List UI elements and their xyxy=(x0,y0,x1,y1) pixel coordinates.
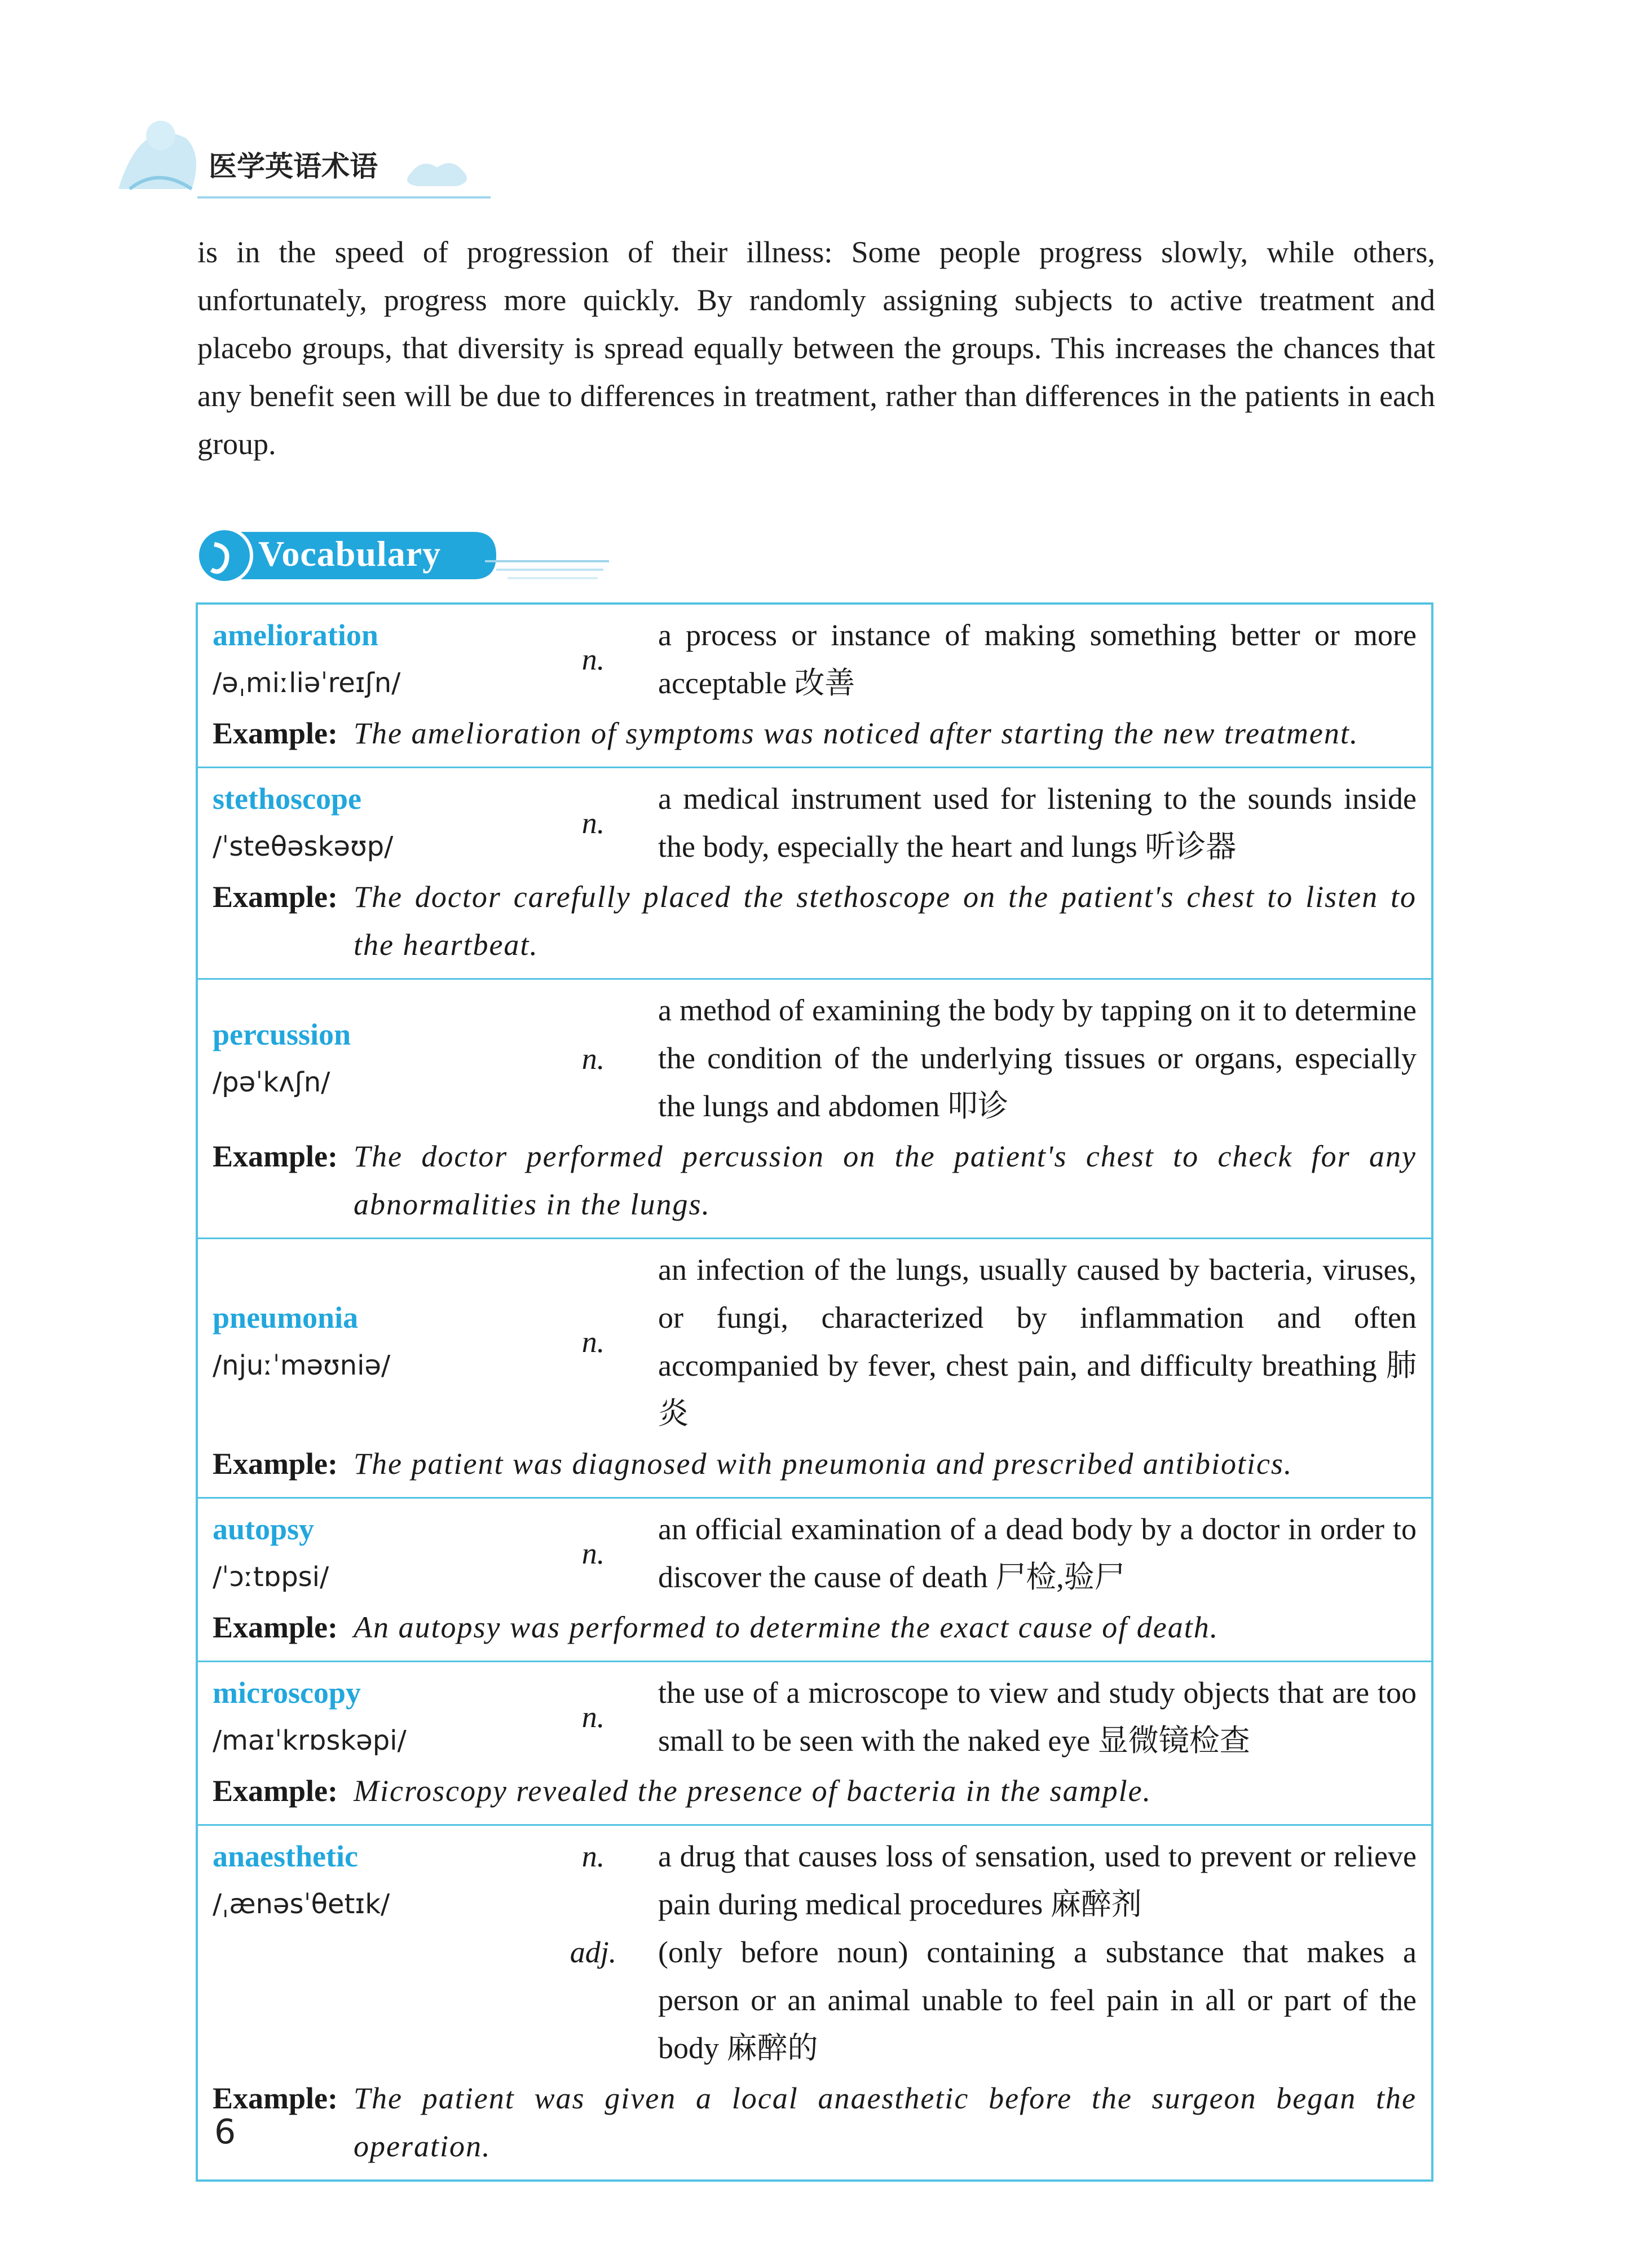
example-label: Example: xyxy=(213,1610,338,1644)
vocab-phonetic: /ˈsteθəskəʊp/ xyxy=(213,831,394,862)
vocabulary-heading xyxy=(192,522,609,589)
vocab-example: The amelioration of symptoms was noticed after starting the new treatment. xyxy=(354,716,1359,750)
vocab-part-of-speech: n. xyxy=(581,1325,605,1359)
vocabulary-title: Vocabulary xyxy=(258,534,442,574)
vocab-part-of-speech: adj. xyxy=(570,1935,617,1969)
vocab-definition: the use of a microscope to view and study objects that are too small to be seen with the naked eye 显微镜检查 xyxy=(658,1676,1417,1758)
vocab-definition: a drug that causes loss of sensation, used to prevent or relieve pain during medical procedures 麻醉剂 xyxy=(658,1839,1417,1921)
vocab-part-of-speech: n. xyxy=(581,1700,605,1734)
vocab-sense xyxy=(528,1928,1417,2072)
vocab-example: The doctor performed percussion on the patient's chest to check for any abnormalities in the lungs. xyxy=(354,1139,1417,1221)
vocabulary-table xyxy=(196,602,1433,2182)
vocab-example: An autopsy was performed to determine the exact cause of death. xyxy=(354,1610,1219,1644)
vocab-word: percussion xyxy=(213,1017,351,1051)
vocab-definition: a medical instrument used for listening to the sounds inside the body, especially the heart and lungs 听诊器 xyxy=(658,782,1417,864)
vocab-phonetic: /ˌænəsˈθetɪk/ xyxy=(213,1888,390,1920)
vocab-phonetic: /ˈɔːtɒpsi/ xyxy=(213,1561,329,1593)
vocab-definition: an infection of the lungs, usually caused by bacteria, viruses, or fungi, characterized by inflammation and often accompanied by fever, chest pain, and difficulty breathing 肺炎 xyxy=(658,1253,1417,1430)
example-label: Example: xyxy=(213,1139,338,1173)
vocab-part-of-speech: n. xyxy=(581,806,605,840)
vocab-definition: an official examination of a dead body by a doctor in order to discover the cause of death 尸检,验尸 xyxy=(658,1512,1417,1594)
vocab-part-of-speech: n. xyxy=(581,642,605,676)
vocab-word: amelioration xyxy=(213,618,378,652)
example-label: Example: xyxy=(213,1447,338,1481)
vocab-entry xyxy=(198,978,1431,1238)
intro-paragraph: is in the speed of progression of their illness: Some people progress slowly, while others, unfortunately, progress more quickly. By randomly assigning subjects to active treatment and placebo groups, that diversity is spread equally between the groups. This increases the chances that any benefit seen will be due to differences in treatment, rather than differences in the patients in each group. xyxy=(197,235,1435,461)
example-label: Example: xyxy=(213,880,338,914)
example-label: Example: xyxy=(213,1774,338,1808)
vocab-entry xyxy=(198,1497,1431,1661)
vocab-entry xyxy=(198,1661,1431,1824)
vocab-word: anaesthetic xyxy=(213,1839,358,1873)
vocab-entry xyxy=(198,1238,1431,1497)
example-label: Example: xyxy=(213,2081,338,2115)
vocab-phonetic: /maɪˈkrɒskəpi/ xyxy=(213,1725,407,1756)
vocab-part-of-speech: n. xyxy=(581,1041,605,1076)
vocab-example: The patient was given a local anaesthetic before the surgeon began the operation. xyxy=(354,2081,1417,2163)
vocab-example: Microscopy revealed the presence of bacteria in the sample. xyxy=(354,1774,1152,1808)
vocab-word: autopsy xyxy=(213,1512,315,1546)
vocab-definition: a process or instance of making something better or more acceptable 改善 xyxy=(658,618,1417,700)
vocab-phonetic: /njuːˈməʊniə/ xyxy=(213,1350,391,1381)
vocab-entry xyxy=(198,605,1431,767)
running-header xyxy=(107,104,491,200)
vocab-entry xyxy=(198,1824,1431,2179)
vocab-definition: a method of examining the body by tapping on it to determine the condition of the underlying tissues or organs, especially the lungs and abdomen 叩诊 xyxy=(658,993,1417,1123)
vocab-word: pneumonia xyxy=(213,1301,359,1335)
vocab-entry xyxy=(198,767,1431,978)
page-number: 6 xyxy=(214,2112,236,2152)
vocab-example: The patient was diagnosed with pneumonia and prescribed antibiotics. xyxy=(354,1447,1293,1481)
vocab-phonetic: /əˌmiːliəˈreɪʃn/ xyxy=(213,667,401,699)
vocab-part-of-speech: n. xyxy=(581,1839,605,1873)
vocab-word: stethoscope xyxy=(213,782,361,816)
vocab-definition: (only before noun) containing a substance that makes a person or an animal unable to feel pain in all or part of the body 麻醉的 xyxy=(658,1935,1417,2065)
vocab-word: microscopy xyxy=(213,1676,361,1710)
vocab-sense xyxy=(528,1833,1417,1928)
example-label: Example: xyxy=(213,716,338,750)
header-title: 医学英语术语 xyxy=(209,150,378,183)
vocab-phonetic: /pəˈkʌʃn/ xyxy=(213,1066,330,1098)
vocab-part-of-speech: n. xyxy=(581,1536,605,1570)
vocab-example: The doctor carefully placed the stethoscope on the patient's chest to listen to the heartbeat. xyxy=(354,880,1417,962)
